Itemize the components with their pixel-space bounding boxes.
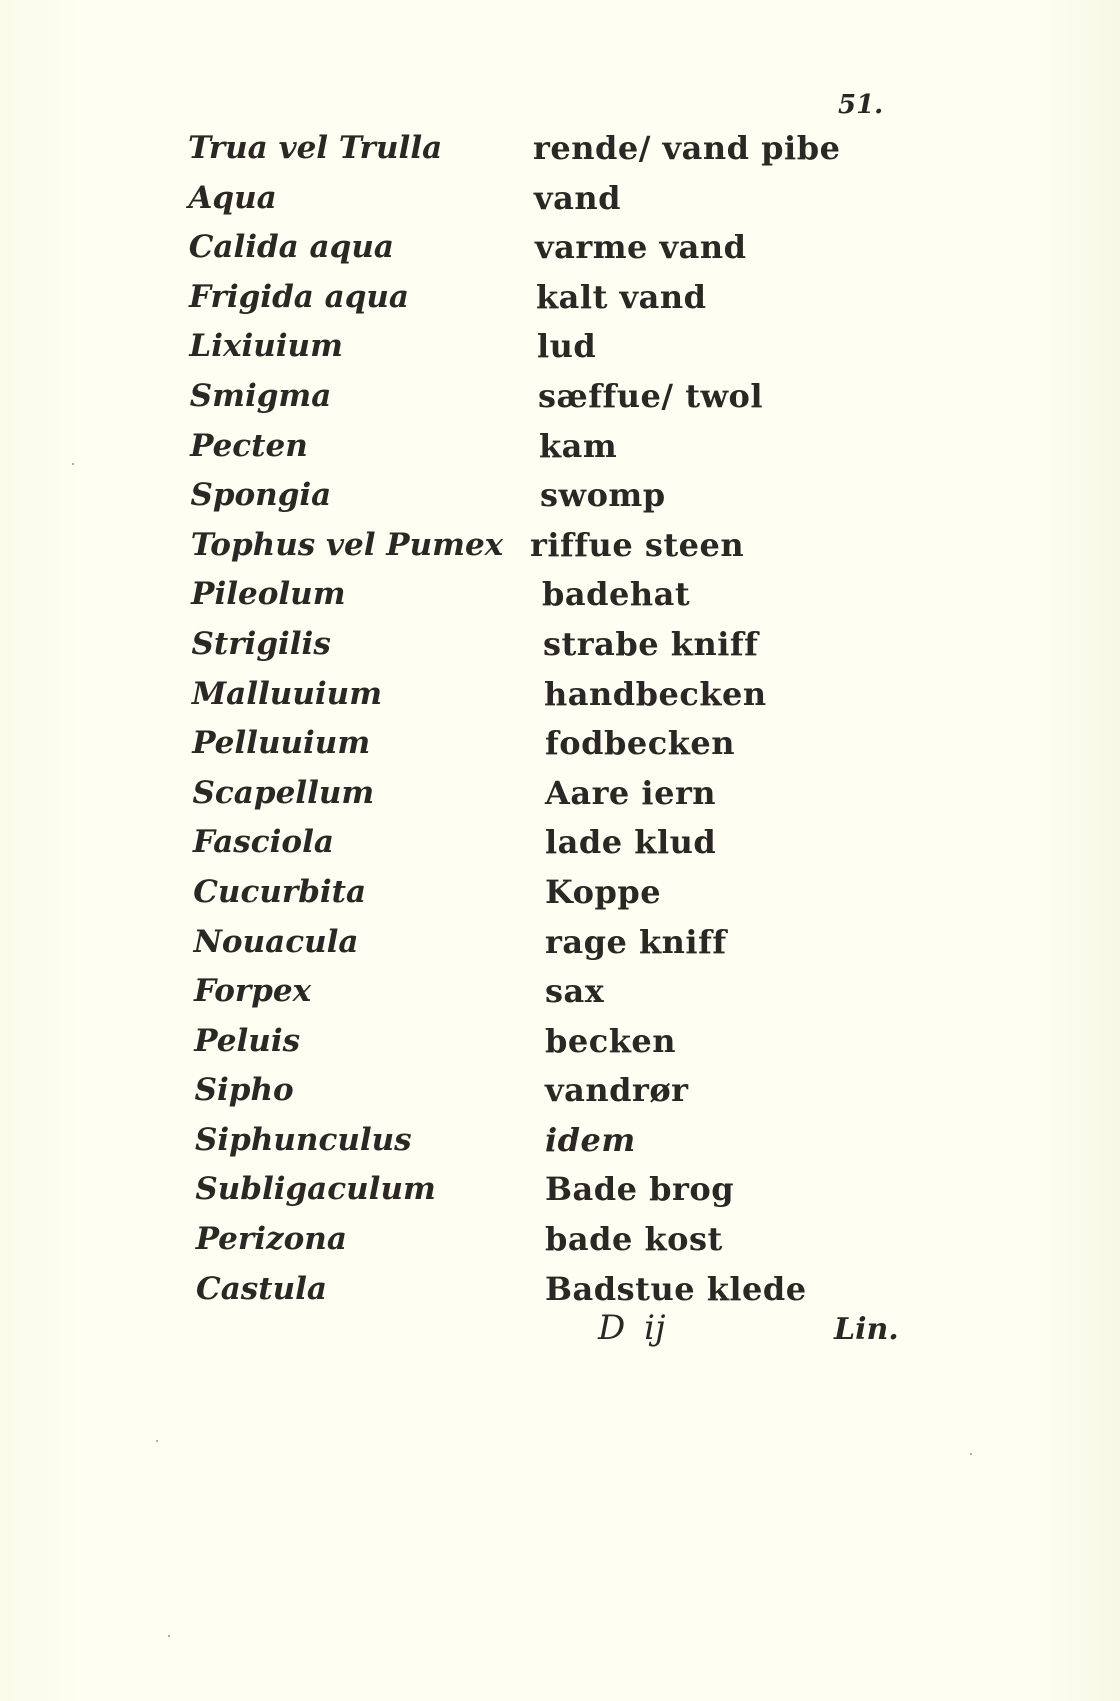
glossary-entry xyxy=(0,773,1120,823)
glossary-entry xyxy=(0,475,1120,525)
danish-translation: sæffue/ twol xyxy=(538,376,764,415)
danish-translation: swomp xyxy=(540,476,666,515)
danish-translation: kalt vand xyxy=(536,277,707,316)
danish-translation: sax xyxy=(545,972,605,1011)
danish-translation: handbecken xyxy=(544,674,767,713)
danish-translation: rende/ vand pibe xyxy=(533,129,841,167)
danish-translation: varme vand xyxy=(535,228,747,267)
latin-term: Lixiuium xyxy=(189,328,343,365)
latin-term: Nouacula xyxy=(193,923,359,960)
latin-term: Fasciola xyxy=(192,824,334,861)
latin-term: Siphunculus xyxy=(195,1121,412,1158)
glossary-entry xyxy=(0,525,1120,575)
glossary-entry xyxy=(0,1219,1120,1269)
glossary-entry xyxy=(0,1021,1120,1071)
latin-term: Peluis xyxy=(194,1022,301,1059)
paper-speck xyxy=(168,1635,170,1637)
latin-term: Scapellum xyxy=(192,774,375,811)
glossary-entry xyxy=(0,128,1120,178)
danish-translation: bade kost xyxy=(545,1220,723,1259)
page-number: 51. xyxy=(838,90,884,120)
glossary-entry xyxy=(0,376,1120,426)
catchword: Lin. xyxy=(834,1312,899,1347)
glossary-entry xyxy=(0,1070,1120,1120)
danish-translation: Koppe xyxy=(545,872,662,911)
latin-term: Trua vel Trulla xyxy=(188,130,443,166)
paper-speck xyxy=(72,463,74,465)
latin-term: Calida aqua xyxy=(188,229,394,266)
danish-translation: fodbecken xyxy=(545,724,735,763)
glossary-entry xyxy=(0,178,1120,228)
latin-term: Subligaculum xyxy=(195,1171,436,1208)
signature-mark: D ij xyxy=(598,1308,666,1348)
glossary-entry xyxy=(0,1120,1120,1170)
paper-speck xyxy=(156,1440,158,1442)
glossary-entry xyxy=(0,426,1120,476)
paper-speck xyxy=(970,1453,972,1455)
glossary-entry xyxy=(0,574,1120,624)
latin-term: Frigida aqua xyxy=(189,278,410,315)
glossary-list xyxy=(0,128,1120,1318)
danish-translation: kam xyxy=(539,426,618,465)
latin-term: Aqua xyxy=(188,179,277,216)
glossary-entry xyxy=(0,674,1120,724)
latin-term: Spongia xyxy=(190,477,332,514)
danish-translation: Badstue klede xyxy=(545,1269,807,1308)
glossary-entry xyxy=(0,1269,1120,1319)
latin-term: Tophus vel Pumex xyxy=(190,526,504,563)
glossary-entry xyxy=(0,624,1120,674)
latin-term: Forpex xyxy=(193,973,312,1010)
glossary-entry xyxy=(0,1169,1120,1219)
glossary-entry xyxy=(0,326,1120,376)
danish-translation: vandrør xyxy=(545,1071,689,1110)
latin-term: Sipho xyxy=(194,1072,294,1109)
danish-translation: lud xyxy=(537,327,597,366)
latin-term: Malluuium xyxy=(191,675,382,712)
danish-translation: lade klud xyxy=(545,823,717,862)
danish-translation: riffue steen xyxy=(530,525,745,564)
danish-translation: vand xyxy=(534,178,621,217)
glossary-entry xyxy=(0,872,1120,922)
latin-term: Castula xyxy=(196,1270,327,1307)
latin-term: Pelluuium xyxy=(192,725,371,762)
danish-translation: rage kniff xyxy=(545,922,727,961)
glossary-entry xyxy=(0,822,1120,872)
danish-translation: Bade brog xyxy=(545,1170,735,1209)
glossary-entry xyxy=(0,277,1120,327)
latin-term: Pecten xyxy=(190,427,308,464)
latin-term: Strigilis xyxy=(191,625,331,662)
latin-term: Pileolum xyxy=(191,576,346,613)
danish-translation: badehat xyxy=(542,575,691,614)
latin-term: Perizona xyxy=(195,1221,347,1258)
glossary-entry xyxy=(0,922,1120,972)
glossary-entry xyxy=(0,227,1120,277)
glossary-entry xyxy=(0,723,1120,773)
danish-translation: strabe kniff xyxy=(543,624,759,663)
danish-translation: Aare iern xyxy=(545,773,717,812)
danish-translation: becken xyxy=(545,1021,677,1060)
latin-term: Cucurbita xyxy=(193,873,367,910)
latin-term: Smigma xyxy=(189,377,332,414)
glossary-entry xyxy=(0,971,1120,1021)
danish-translation: idem xyxy=(545,1120,636,1159)
